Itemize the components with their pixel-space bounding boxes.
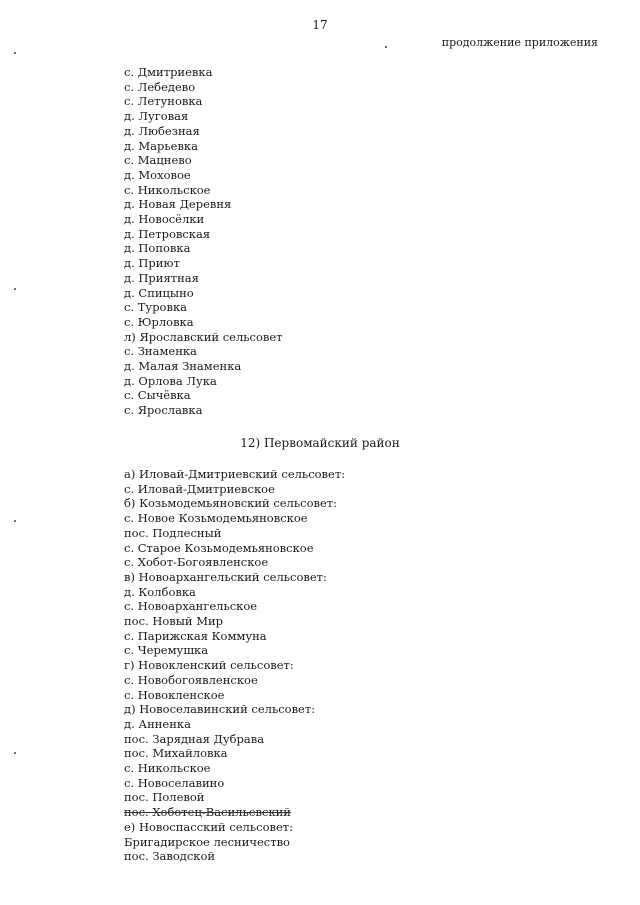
- list-item: с. Новоселавино: [124, 775, 225, 790]
- list-item: с. Никольское: [124, 182, 211, 197]
- scan-artifact: [385, 46, 387, 48]
- section-title: 12) Первомайский район: [240, 436, 400, 450]
- list-item: д. Поповка: [124, 241, 191, 256]
- list-item: д. Приют: [124, 256, 180, 271]
- list-item: с. Сычёвка: [124, 388, 191, 403]
- list-item: с. Старое Козьмодемьяновское: [124, 540, 314, 555]
- list-item: д. Любезная: [124, 123, 200, 138]
- page-number: 17: [312, 18, 328, 32]
- list-item: л) Ярославский сельсовет: [124, 329, 283, 344]
- list-item: с. Иловай-Дмитриевское: [124, 481, 275, 496]
- list-item: д. Петровская: [124, 226, 211, 241]
- list-item: д. Анненка: [124, 716, 191, 731]
- settlement-list-bottom: [124, 467, 345, 864]
- list-item: с. Туровка: [124, 300, 187, 315]
- list-item: пос. Новый Мир: [124, 614, 224, 629]
- list-item: пос. Зарядная Дубрава: [124, 731, 265, 746]
- list-item: пос. Полевой: [124, 790, 205, 805]
- list-item: д. Новая Деревня: [124, 197, 232, 212]
- list-item: д. Приятная: [124, 270, 199, 285]
- list-item: с. Ярославка: [124, 403, 203, 418]
- scan-artifact: [14, 52, 16, 54]
- list-item: пос. Хоботец-Васильевский: [124, 805, 291, 820]
- list-item: д. Колбовка: [124, 584, 196, 599]
- list-item: д. Луговая: [124, 109, 189, 124]
- scan-artifact: [14, 288, 16, 290]
- list-item: д) Новоселавинский сельсовет:: [124, 702, 316, 717]
- list-item: с. Новокленское: [124, 687, 225, 702]
- list-item: с. Дмитриевка: [124, 65, 213, 79]
- list-item: пос. Заводской: [124, 849, 216, 864]
- list-item: с. Новое Козьмодемьяновское: [124, 511, 308, 526]
- continuation-note: продолжение приложения: [441, 36, 598, 49]
- list-item: а) Иловай-Дмитриевский сельсовет:: [124, 467, 346, 481]
- scan-artifact: [14, 520, 16, 522]
- list-item: пос. Подлесный: [124, 525, 222, 540]
- list-item: д. Малая Знаменка: [124, 359, 242, 374]
- list-item: с. Лебедево: [124, 79, 196, 94]
- list-item: с. Мацнево: [124, 153, 192, 168]
- list-item: пос. Михайловка: [124, 746, 228, 761]
- list-item: с. Юрловка: [124, 314, 194, 329]
- list-item: Бригадирское лесничество: [124, 834, 290, 849]
- list-item: с. Черемушка: [124, 643, 209, 658]
- list-item: д. Спицыно: [124, 285, 194, 300]
- list-item: с. Новоархангельское: [124, 599, 258, 614]
- list-item: д. Моховое: [124, 167, 191, 182]
- list-item: с. Парижская Коммуна: [124, 628, 267, 643]
- settlement-list-top: [124, 65, 283, 418]
- list-item: г) Новокленский сельсовет:: [124, 658, 294, 673]
- list-item: с. Знаменка: [124, 344, 197, 359]
- list-item: д. Новосёлки: [124, 212, 205, 227]
- list-item: б) Козьмодемьяновский сельсовет:: [124, 496, 338, 511]
- scan-artifact: [14, 752, 16, 754]
- list-item: с. Новобогоявленское: [124, 672, 258, 687]
- list-item: е) Новоспасский сельсовет:: [124, 819, 294, 834]
- list-item: с. Никольское: [124, 761, 211, 776]
- list-item: с. Летуновка: [124, 94, 203, 109]
- list-item: с. Хобот-Богоявленское: [124, 555, 269, 570]
- list-item: д. Марьевка: [124, 138, 198, 153]
- list-item: д. Орлова Лука: [124, 373, 217, 388]
- list-item: в) Новоархангельский сельсовет:: [124, 569, 327, 584]
